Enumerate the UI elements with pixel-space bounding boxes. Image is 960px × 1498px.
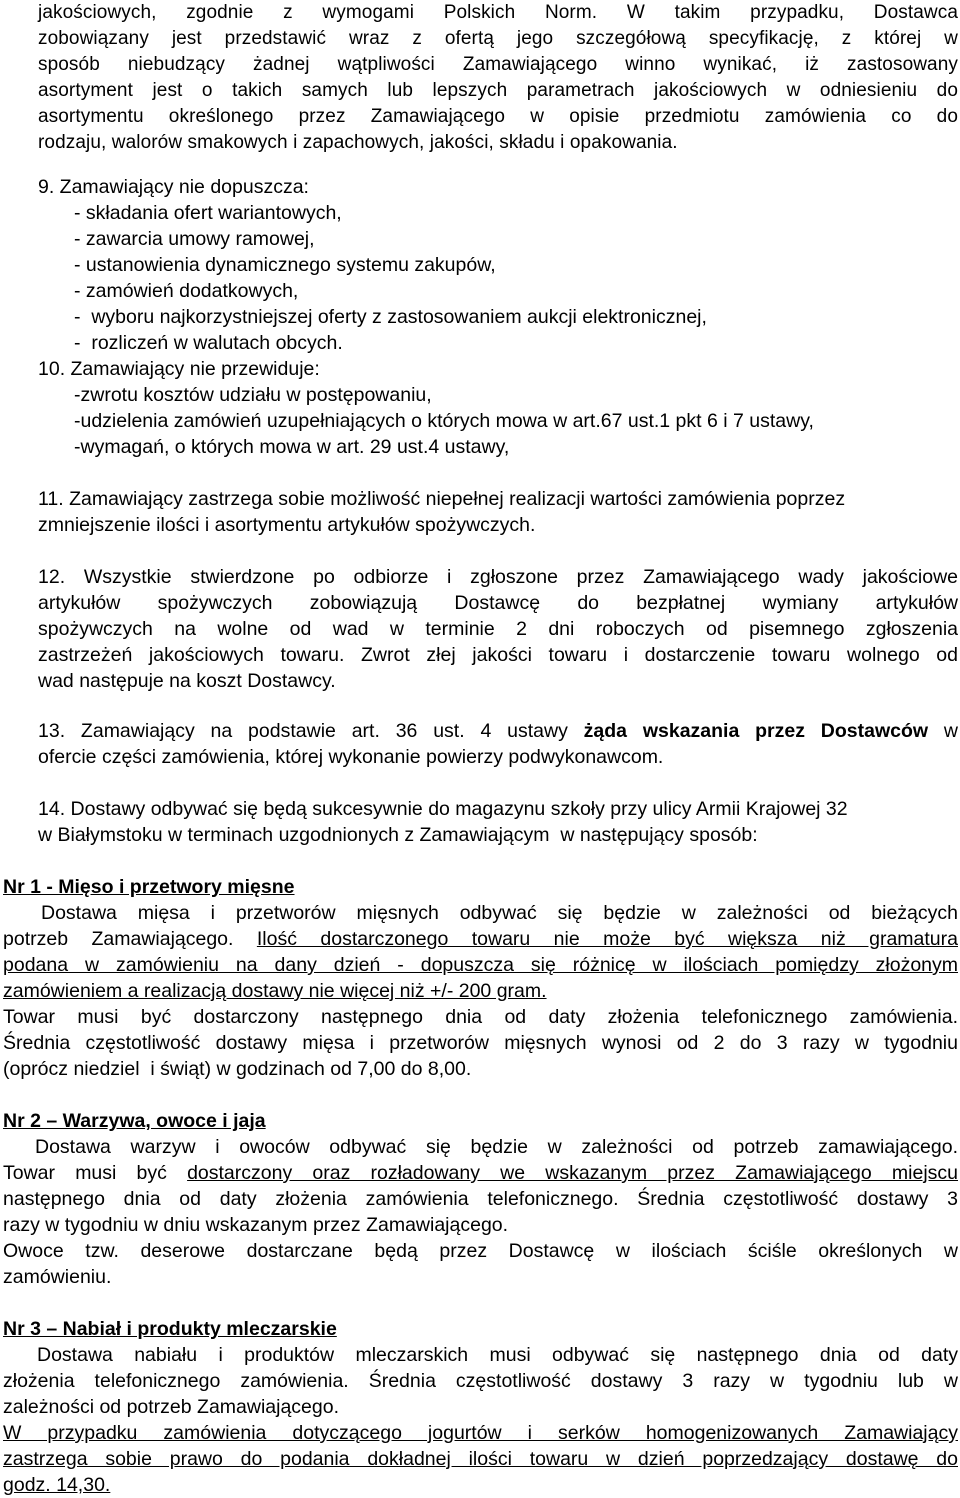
- section-9: [38, 174, 958, 356]
- nr3-line: godz. 14,30.: [3, 1474, 111, 1496]
- section-13-line: [38, 718, 958, 744]
- list-item: -zwrotu kosztów udziału w postępowaniu,: [74, 384, 432, 406]
- section-13-text: 13. Zamawiający na podstawie art. 36 ust. 4 ustawy: [38, 720, 584, 742]
- section-nr1: [3, 874, 958, 1082]
- nr1-line: Dostawa mięsa i przetworów mięsnych odbywać się będzie w zależności od bieżących: [41, 902, 958, 924]
- nr1-underlined-text: Ilość dostarczonego towaru nie może być większa niż gramatura: [256, 928, 958, 950]
- nr2-line: Owoce tzw. deserowe dostarczane będą przez Dostawcę w ilościach ściśle określonych w: [3, 1240, 958, 1262]
- nr1-heading: Nr 1 - Mięso i przetwory mięsne: [3, 876, 295, 898]
- intro-line: jakościowych, zgodnie z wymogami Polskich Norm. W takim przypadku, Dostawca: [38, 2, 958, 23]
- section-12: [38, 564, 958, 694]
- nr3-heading: Nr 3 – Nabiał i produkty mleczarskie: [3, 1318, 337, 1340]
- nr2-line: [3, 1160, 958, 1186]
- section-12-line: zastrzeżeń jakościowych towaru. Zwrot złej jakości towaru i dostarczenie towaru wolnego od: [38, 644, 958, 666]
- nr3-line: zależności od potrzeb Zamawiającego.: [3, 1396, 340, 1418]
- nr2-line: razy w tygodniu w dniu wskazanym przez Zamawiającego.: [3, 1214, 509, 1236]
- section-13-line: ofercie części zamówienia, której wykonanie powierzy podwykonawcom.: [38, 746, 664, 768]
- nr3-line: W przypadku zamówienia dotyczącego jogurtów i serków homogenizowanych Zamawiający: [3, 1422, 958, 1444]
- intro-line: zobowiązany jest przedstawić wraz z ofertą jego szczegółową specyfikację, z której w: [38, 28, 958, 49]
- nr1-text: potrzeb Zamawiającego.: [3, 928, 257, 950]
- nr1-line: podana w zamówieniu na dany dzień - dopuszcza się różnicę w ilościach pomiędzy złożonym: [3, 954, 958, 976]
- section-9-list: [38, 200, 958, 356]
- section-12-line: 12. Wszystkie stwierdzone po odbiorze i zgłoszone przez Zamawiającego wady jakościowe: [38, 566, 958, 588]
- list-item: -wymagań, o których mowa w art. 29 ust.4 ustawy,: [74, 436, 510, 458]
- intro-line: rodzaju, walorów smakowych i zapachowych, jakości, składu i opakowania.: [38, 132, 678, 153]
- section-11-line: zmniejszenie ilości i asortymentu artykułów spożywczych.: [38, 514, 536, 536]
- list-item: - ustanowienia dynamicznego systemu zakupów,: [74, 254, 496, 276]
- section-11: [38, 486, 958, 538]
- section-10-heading: 10. Zamawiający nie przewiduje:: [38, 358, 320, 380]
- nr3-line: złożenia telefonicznego zamówienia. Średnia częstotliwość dostawy 3 razy w tygodniu lub w: [3, 1370, 958, 1392]
- nr1-line: Towar musi być dostarczony następnego dnia od daty złożenia telefonicznego zamówienia.: [3, 1006, 958, 1028]
- section-nr3: [3, 1316, 958, 1498]
- nr2-line: zamówieniu.: [3, 1266, 112, 1288]
- section-14: [38, 770, 958, 848]
- section-12-line: wad następuje na koszt Dostawcy.: [38, 670, 336, 692]
- nr3-line: Dostawa nabiału i produktów mleczarskich musi odbywać się następnego dnia od daty: [37, 1344, 958, 1366]
- section-9-heading: 9. Zamawiający nie dopuszcza:: [38, 176, 309, 198]
- intro-line: asortymentu określonego przez Zamawiającego w opisie przedmiotu zamówienia co do: [38, 106, 958, 127]
- section-13-text: w: [928, 720, 958, 742]
- nr1-line: zamówieniem a realizacją dostawy nie więcej niż +/- 200 gram.: [3, 980, 547, 1002]
- section-14-line: 14. Dostawy odbywać się będą sukcesywnie do magazynu szkoły przy ulicy Armii Krajowej 32: [38, 798, 848, 820]
- nr2-heading: Nr 2 – Warzywa, owoce i jaja: [3, 1110, 266, 1132]
- section-12-line: spożywczych na wolne od wad w terminie 2 dni roboczych od pisemnego zgłoszenia: [38, 618, 958, 640]
- list-item: - zawarcia umowy ramowej,: [74, 228, 315, 250]
- section-14-line: w Białymstoku w terminach uzgodnionych z Zamawiającym w następujący sposób:: [38, 824, 758, 846]
- nr2-line: Dostawa warzyw i owoców odbywać się będzie w zależności od potrzeb zamawiającego.: [35, 1136, 958, 1158]
- section-nr2: [3, 1108, 958, 1290]
- nr1-line: [3, 926, 958, 952]
- nr1-line: (oprócz niedziel i świąt) w godzinach od 7,00 do 8,00.: [3, 1058, 472, 1080]
- section-10: [38, 356, 958, 460]
- list-item: - składania ofert wariantowych,: [74, 202, 342, 224]
- section-11-line: 11. Zamawiający zastrzega sobie możliwość niepełnej realizacji wartości zamówienia poprzez: [38, 488, 846, 510]
- list-item: - rozliczeń w walutach obcych.: [74, 332, 343, 354]
- list-item: - wyboru najkorzystniejszej oferty z zastosowaniem aukcji elektronicznej,: [74, 306, 707, 328]
- section-10-list: [38, 382, 958, 460]
- nr2-underlined-text: dostarczony oraz rozładowany we wskazanym przez Zamawiającego miejscu: [187, 1162, 959, 1184]
- section-12-line: artykułów spożywczych zobowiązują Dostawcę do bezpłatnej wymiany artykułów: [38, 592, 958, 614]
- section-13-emphasis: żąda wskazania przez Dostawców: [583, 720, 929, 742]
- list-item: - zamówień dodatkowych,: [74, 280, 299, 302]
- nr2-text: Towar musi być: [3, 1162, 188, 1184]
- list-item: -udzielenia zamówień uzupełniających o których mowa w art.67 ust.1 pkt 6 i 7 ustawy,: [74, 410, 814, 432]
- nr1-line: Średnia częstotliwość dostawy mięsa i przetworów mięsnych wynosi od 2 do 3 razy w tygodniu: [3, 1032, 958, 1054]
- section-13: [38, 718, 958, 770]
- intro-line: sposób niebudzący żadnej wątpliwości Zamawiającego winno wynikać, iż zastosowany: [38, 54, 958, 75]
- nr2-line: następnego dnia od daty złożenia zamówienia telefonicznego. Średnia częstotliwość dostawy 3: [3, 1188, 958, 1210]
- nr3-line: zastrzega sobie prawo do podania dokładnej ilości towaru w dzień poprzedzający dostawę do: [3, 1448, 958, 1470]
- intro-paragraph: [38, 0, 958, 156]
- intro-line: asortyment jest o takich samych lub lepszych parametrach jakościowych w odniesieniu do: [38, 80, 958, 101]
